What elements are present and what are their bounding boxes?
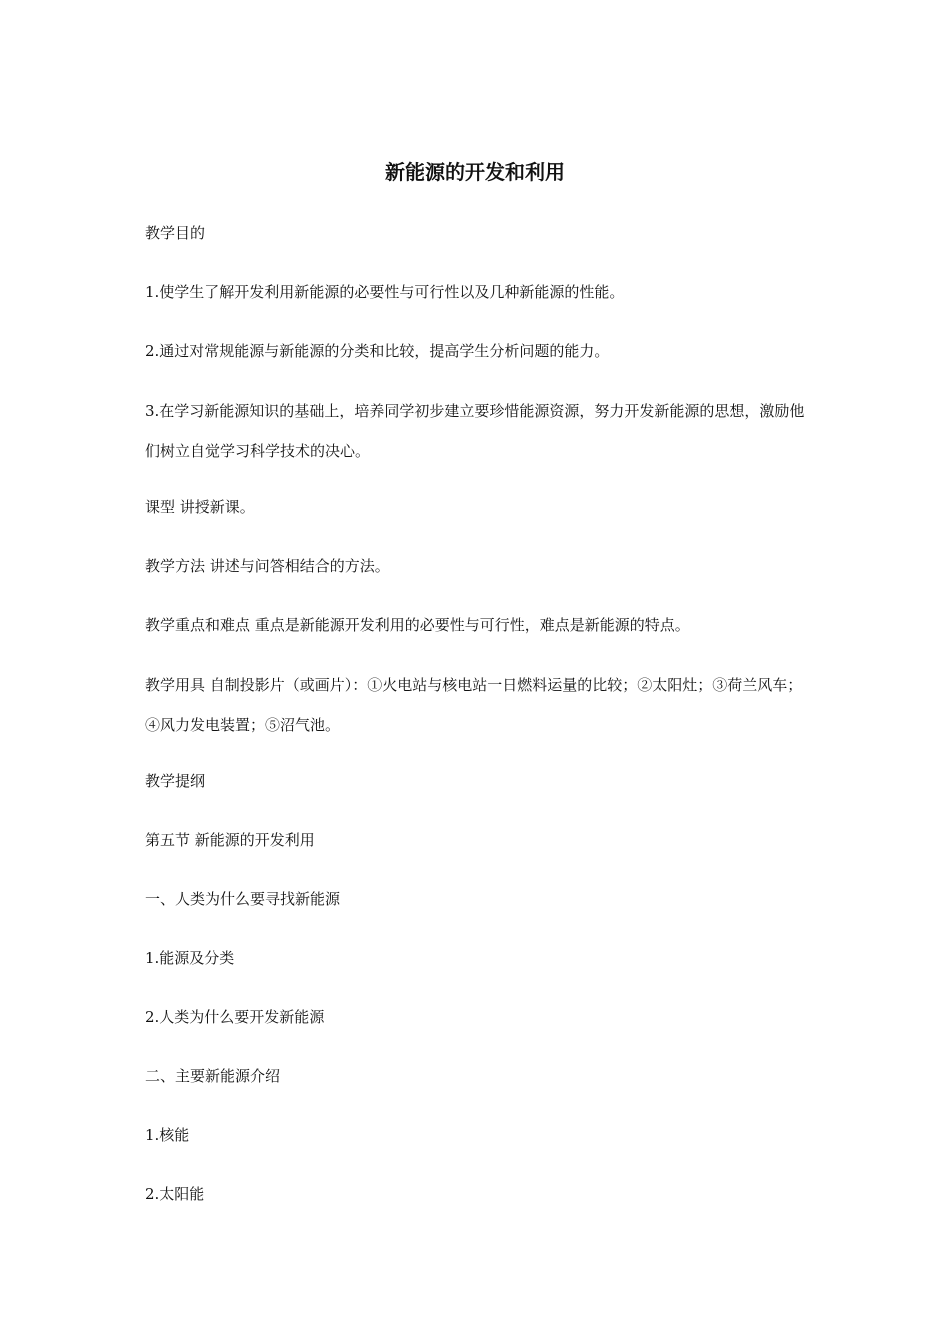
paragraph-teaching-method: 教学方法 讲述与问答相结合的方法。 xyxy=(145,557,390,575)
paragraph-objective-3: 3.在学习新能源知识的基础上，培养同学初步建立要珍惜能源资源，努力开发新能源的思想，激励他们树立自觉学习科学技术的决心。 xyxy=(145,402,805,460)
paragraph-outline-subitem-2-2: 2.太阳能 xyxy=(145,1185,205,1203)
paragraph-outline-heading: 教学提纲 xyxy=(145,772,206,790)
document-body xyxy=(145,219,815,1239)
paragraph-section-title: 第五节 新能源的开发利用 xyxy=(145,831,315,849)
paragraph-outline-item-1: 一、人类为什么要寻找新能源 xyxy=(145,890,341,908)
paragraph-objective-2: 2.通过对常规能源与新能源的分类和比较，提高学生分析问题的能力。 xyxy=(145,342,610,360)
paragraph-key-points: 教学重点和难点 重点是新能源开发利用的必要性与可行性，难点是新能源的特点。 xyxy=(145,616,690,634)
paragraph-objective-1: 1.使学生了解开发利用新能源的必要性与可行性以及几种新能源的性能。 xyxy=(145,283,625,301)
document-title: 新能源的开发和利用 xyxy=(385,160,565,184)
paragraph-teaching-objectives-heading: 教学目的 xyxy=(145,224,206,242)
paragraph-outline-subitem-1-1: 1.能源及分类 xyxy=(145,949,235,967)
paragraph-outline-subitem-2-1: 1.核能 xyxy=(145,1126,190,1144)
paragraph-course-type: 课型 讲授新课。 xyxy=(145,498,255,516)
paragraph-teaching-tools: 教学用具 自制投影片（或画片）：①火电站与核电站一日燃料运量的比较；②太阳灶；③荷兰风车；④风力发电装置；⑤沼气池。 xyxy=(145,676,803,734)
paragraph-outline-subitem-1-2: 2.人类为什么要开发新能源 xyxy=(145,1008,325,1026)
paragraph-outline-item-2: 二、主要新能源介绍 xyxy=(145,1067,281,1085)
